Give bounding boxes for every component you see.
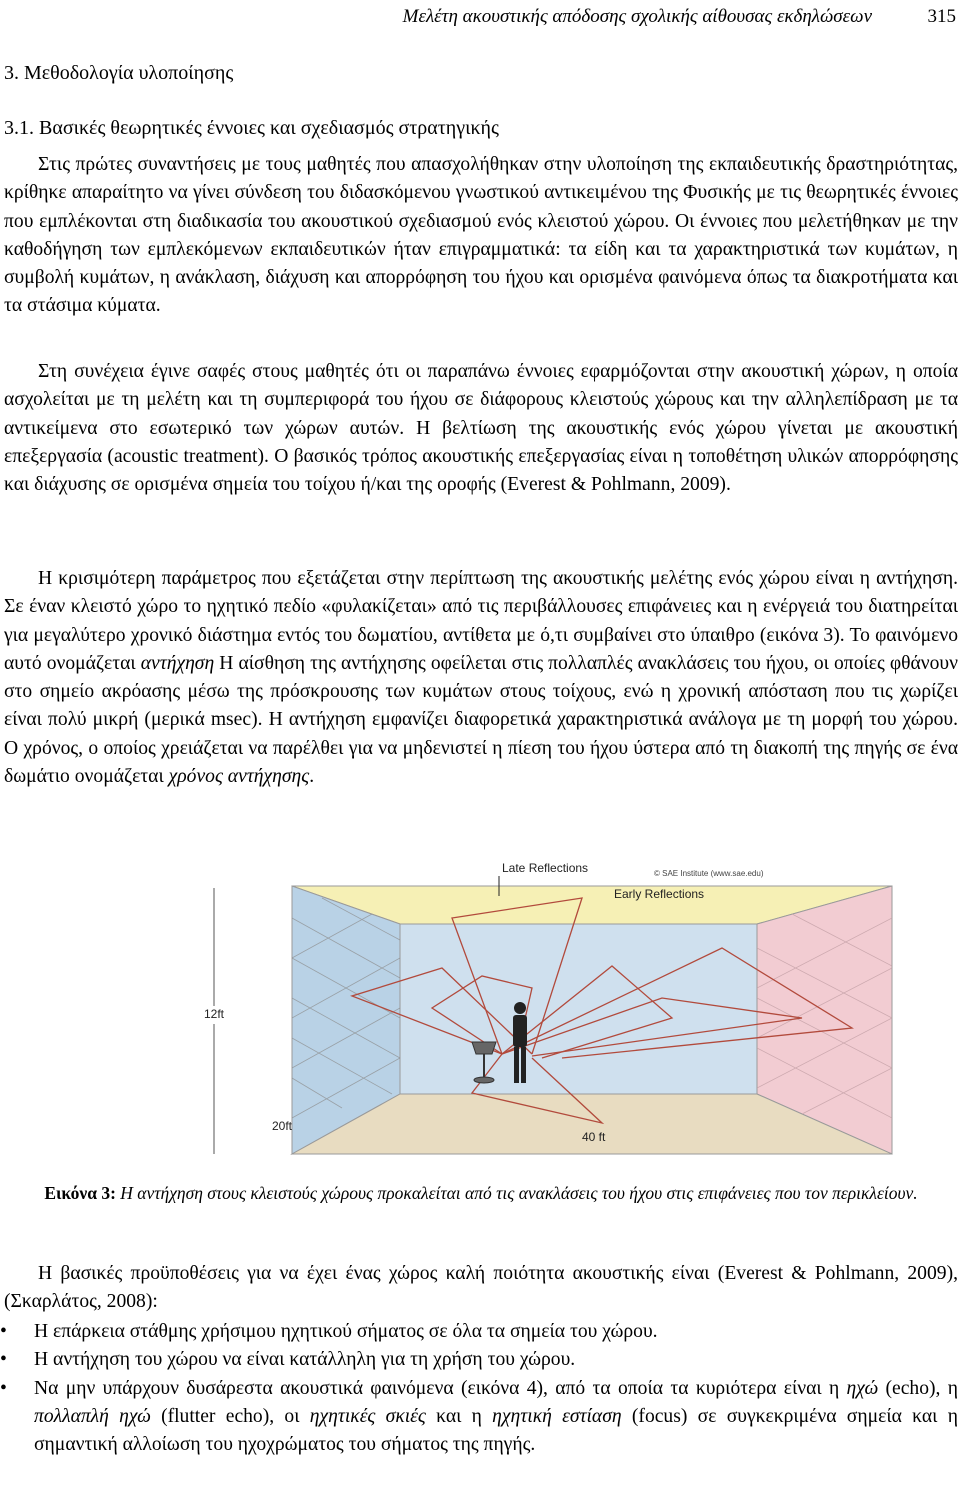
subsection-heading: 3.1. Βασικές θεωρητικές έννοιες και σχεδιασμός στρατηγικής: [4, 117, 499, 139]
running-title: Μελέτη ακουστικής απόδοσης σχολικής αίθουσας εκδηλώσεων: [402, 6, 872, 27]
copyright-label: © SAE Institute (www.sae.edu): [654, 869, 764, 878]
late-reflections-label: Late Reflections: [502, 861, 589, 875]
requirements-list: [0, 1318, 958, 1459]
page-header: [0, 6, 958, 32]
list-item: • Η αντήχηση του χώρου να είναι κατάλληλη για τη χρήση του χώρου.: [0, 1349, 576, 1371]
room-diagram: [202, 858, 948, 1166]
section-heading: 3. Μεθοδολογία υλοποίησης: [4, 62, 234, 84]
figure-caption: Εικόνα 3: Η αντήχηση στους κλειστούς χώρους προκαλείται από τις ανακλάσεις του ήχου στις επιφάνειες που τον περικλείουν.: [44, 1183, 918, 1203]
paragraph-1: Στις πρώτες συναντήσεις με τους μαθητές που απασχολήθηκαν στην υλοποίηση της εκπαιδευτικής δραστηριότητας, κρίθηκε απαραίτητο να γίνει σύνδεση του διδασκόμενου γνωστικού αντικειμένου της Φυσικής με τις θεωρητικές έννοιες που εμπλέκονται στη διαδικασία του ακουστικού σχεδιασμού ενός κλειστού χώρου. Οι έννοιες που μελετήθηκαν με την καθοδήγηση των εμπλεκόμενων εκπαιδευτικών ήταν επιγραμματικά: τα είδη και τα χαρακτηριστικά των κυμάτων, η συμβολή κυμάτων, η ανάκλαση, διάχυση και απορρόφηση του ήχου και ορισμένα φαινόμενα όπως τα διακροτήματα και τα στάσιμα κύματα.: [4, 154, 958, 317]
paragraph-4: Η βασικές προϋποθέσεις για να έχει ένας χώρος καλή ποιότητα ακουστικής είναι (Everest & Pohlmann, 2009), (Σκαρλάτος, 2008):: [4, 1263, 958, 1313]
page-number: 315: [927, 6, 956, 27]
paragraph-3: Η κρισιμότερη παράμετρος που εξετάζεται στην περίπτωση της ακουστικής μελέτης ενός χώρου είναι η αντήχηση. Σε έναν κλειστό χώρο το ηχητικό πεδίο «φυλακίζεται» από τις περιβάλλουσες επιφάνειες και η ενέργειά του διατηρείται για μεγαλύτερο χρονικό διάστημα εντός του δωματίου, αντίθετα με ό,τι συμβαίνει στο ύπαιθρο (εικόνα 3). Το φαινόμενο αυτό ονομάζεται αντήχηση Η αίσθηση της αντήχησης οφείλεται στις πολλαπλές ανακλάσεις του ήχου, οι οποίες φθάνουν στο σημείο ακρόασης μέσω της πρόσκρουσης των κυμάτων στους τοίχους, ενώ η χρονική απόσταση που τις χωρίζει είναι πολύ μικρή (μερικά msec). Η αντήχηση εμφανίζει διαφορετικά χαρακτηριστικά ανάλογα με τη μορφή του χώρου. Ο χρόνος, ο οποίος χρειάζεται να παρέλθει για να μηδενιστεί η πίεση του ήχου ύστερα από τη διακοπή της πηγής σε ένα δωμάτιο ονομάζεται χρόνος αντήχησης.: [4, 568, 958, 788]
paragraph-2: Στη συνέχεια έγινε σαφές στους μαθητές ότι οι παραπάνω έννοιες εφαρμόζονται στην ακουστική χώρων, η οποία ασχολείται με τη μελέτη και τη συμπεριφορά του ήχου σε διάφορους κλειστούς χώρους και την αλληλεπίδραση με τα αντικείμενα στο εσωτερικό των χώρων αυτών. Η βελτίωση της ακουστικής ενός χώρου γίνεται με ακουστική επεξεργασία (acoustic treatment). Ο βασικός τρόπος ακουστικής επεξεργασίας είναι η τοποθέτηση υλικών απορρόφησης και διάχυσης σε ορισμένα σημεία του τοίχου ή/και της οροφής (Everest & Pohlmann, 2009).: [4, 361, 958, 496]
term-reverberation-time: χρόνος αντήχησης: [168, 766, 310, 788]
height-label: 12ft: [204, 1007, 225, 1021]
width-label: 20ft: [272, 1119, 293, 1133]
back-wall: [400, 924, 757, 1094]
list-item: • Να μην υπάρχουν δυσάρεστα ακουστικά φαινόμενα (εικόνα 4), από τα οποία τα κυριότερα είναι η ηχώ (echo), η πολλαπλή ηχώ (flutter echo), οι ηχητικές σκιές και η ηχητική εστίαση (focus) σε συγκεκριμένα σημεία και η σημαντική αλλοίωση του ηχοχρώματος του σήματος της πηγής.: [0, 1377, 958, 1456]
figure-reverberation-diagram: [202, 858, 948, 1166]
length-label: 40 ft: [582, 1130, 606, 1144]
list-item: • Η επάρκεια στάθμης χρήσιμου ηχητικού σήματος σε όλα τα σημεία του χώρου.: [0, 1321, 658, 1342]
term-reverberation: αντήχηση: [140, 652, 215, 674]
caption-label: Εικόνα 3:: [44, 1183, 116, 1203]
early-reflections-label: Early Reflections: [614, 887, 705, 901]
